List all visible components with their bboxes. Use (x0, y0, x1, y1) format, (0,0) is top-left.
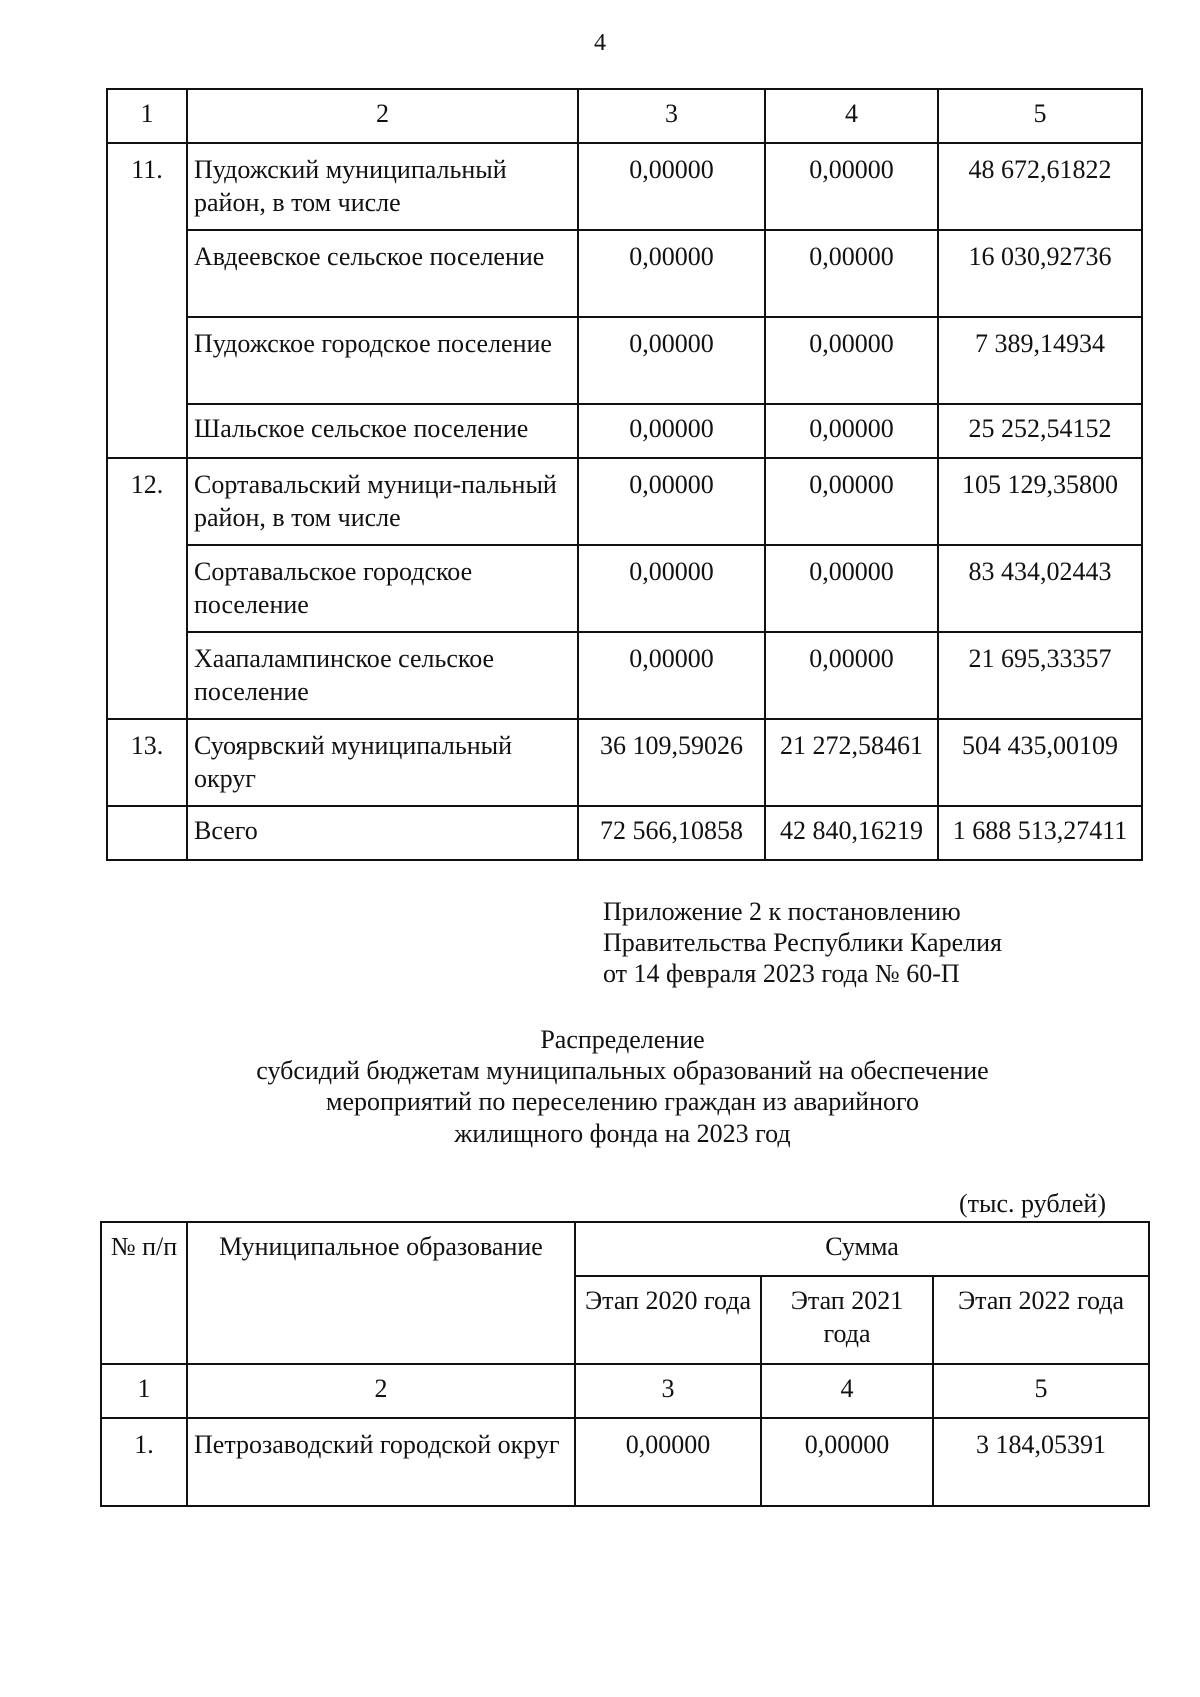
header-sum-cell: Сумма (575, 1222, 1149, 1276)
amount-cell: 0,00000 (578, 404, 765, 458)
allocation-table-continued (106, 88, 1143, 861)
header-municipality-cell: Муниципальное образование (187, 1222, 575, 1364)
table-row (107, 719, 1142, 806)
amount-cell: 48 672,61822 (938, 143, 1142, 230)
amount-cell: 0,00000 (575, 1418, 761, 1506)
allocation-table (100, 1221, 1150, 1507)
municipality-name-cell: Сортавальское городское поселение (187, 545, 578, 632)
column-number-cell: 3 (575, 1364, 761, 1418)
title-line: Распределение (540, 1025, 705, 1054)
units-note: (тыс. рублей) (958, 1189, 1106, 1218)
amount-cell: 0,00000 (765, 458, 938, 545)
amount-cell: 0,00000 (765, 632, 938, 719)
header-number-cell: № п/п (101, 1222, 187, 1364)
amount-cell: 21 695,33357 (938, 632, 1142, 719)
table-row (107, 230, 1142, 317)
municipality-name-cell: Авдеевское сельское поселение (187, 230, 578, 317)
amount-cell: 21 272,58461 (765, 719, 938, 806)
amount-cell: 0,00000 (765, 545, 938, 632)
table-header-row (101, 1222, 1149, 1276)
total-amount-cell: 1 688 513,27411 (938, 806, 1142, 860)
header-stage-cell: Этап 2022 года (933, 1276, 1149, 1364)
table-row (107, 317, 1142, 404)
amount-cell: 7 389,14934 (938, 317, 1142, 404)
municipality-name-cell: Пудожский муниципальный район, в том числе (187, 143, 578, 230)
column-number-cell: 1 (101, 1364, 187, 1418)
title-line: мероприятий по переселению граждан из аварийного (326, 1087, 919, 1117)
amount-cell: 105 129,35800 (938, 458, 1142, 545)
amount-cell: 0,00000 (765, 143, 938, 230)
amount-cell: 504 435,00109 (938, 719, 1142, 806)
amount-cell: 0,00000 (578, 143, 765, 230)
amount-cell: 0,00000 (765, 317, 938, 404)
column-number-cell: 2 (187, 89, 578, 143)
column-number-cell: 4 (765, 89, 938, 143)
municipality-name-cell: Хаапалампинское сельское поселение (187, 632, 578, 719)
title-line: жилищного фонда на 2023 год (454, 1118, 791, 1148)
amount-cell: 25 252,54152 (938, 404, 1142, 458)
amount-cell: 83 434,02443 (938, 545, 1142, 632)
document-title (0, 1024, 1200, 1149)
row-number-cell: 11. (107, 143, 187, 458)
column-numbers-row (101, 1364, 1149, 1418)
table-row (107, 458, 1142, 545)
table-row (101, 1418, 1149, 1506)
title-line: субсидий бюджетам муниципальных образований на обеспечение (256, 1056, 989, 1086)
amount-cell: 3 184,05391 (933, 1418, 1149, 1506)
row-number-cell: 1. (101, 1418, 187, 1506)
amount-cell: 0,00000 (578, 458, 765, 545)
header-stage-cell: Этап 2021 года (761, 1276, 933, 1364)
amount-cell: 0,00000 (578, 545, 765, 632)
page-number: 4 (594, 30, 606, 56)
appendix-line: Правительства Республики Карелия (603, 928, 1002, 958)
total-row (107, 806, 1142, 860)
amount-cell: 0,00000 (765, 230, 938, 317)
row-number-cell: 13. (107, 719, 187, 806)
column-number-cell: 4 (761, 1364, 933, 1418)
column-number-cell: 5 (933, 1364, 1149, 1418)
total-amount-cell: 42 840,16219 (765, 806, 938, 860)
amount-cell: 0,00000 (578, 632, 765, 719)
total-amount-cell: 72 566,10858 (578, 806, 765, 860)
appendix-reference (603, 896, 1163, 990)
municipality-name-cell: Пудожское городское поселение (187, 317, 578, 404)
header-stage-cell: Этап 2020 года (575, 1276, 761, 1364)
column-number-cell: 2 (187, 1364, 575, 1418)
appendix-line: от 14 февраля 2023 года № 60-П (603, 959, 960, 989)
amount-cell: 0,00000 (578, 230, 765, 317)
municipality-name-cell: Суоярвский муниципальный округ (187, 719, 578, 806)
column-number-cell: 3 (578, 89, 765, 143)
table-row (107, 545, 1142, 632)
column-number-cell: 5 (938, 89, 1142, 143)
total-label-cell: Всего (187, 806, 578, 860)
table-row (107, 143, 1142, 230)
municipality-name-cell: Петрозаводский городской округ (187, 1418, 575, 1506)
table-row (107, 404, 1142, 458)
row-number-cell (107, 806, 187, 860)
amount-cell: 36 109,59026 (578, 719, 765, 806)
amount-cell: 0,00000 (578, 317, 765, 404)
municipality-name-cell: Шальское сельское поселение (187, 404, 578, 458)
amount-cell: 0,00000 (761, 1418, 933, 1506)
amount-cell: 16 030,92736 (938, 230, 1142, 317)
table-header-row (107, 89, 1142, 143)
row-number-cell: 12. (107, 458, 187, 719)
municipality-name-cell: Сортавальский муници-пальный район, в том числе (187, 458, 578, 545)
amount-cell: 0,00000 (765, 404, 938, 458)
table-row (107, 632, 1142, 719)
column-number-cell: 1 (107, 89, 187, 143)
appendix-line: Приложение 2 к постановлению (603, 897, 961, 926)
